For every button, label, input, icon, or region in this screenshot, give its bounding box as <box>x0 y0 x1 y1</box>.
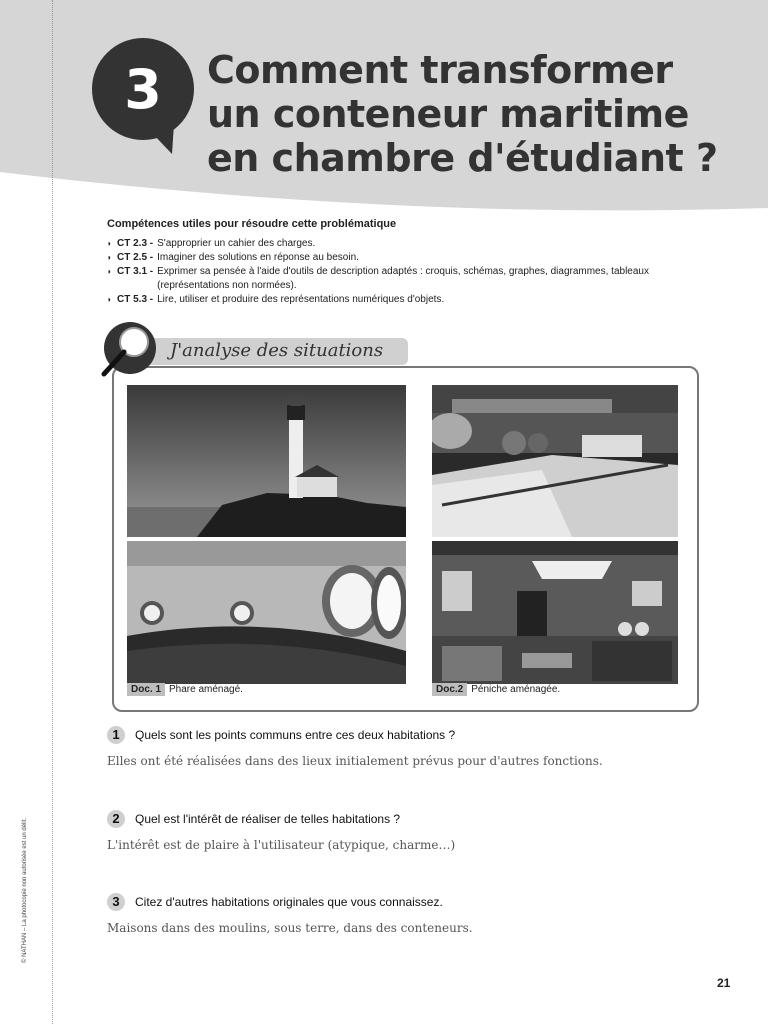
question-2: 2 Quel est l'intérêt de réaliser de telles habitations ? <box>107 810 400 828</box>
answer-1: Elles ont été réalisées dans des lieux initialement prévus pour d'autres fonctions. <box>107 754 603 768</box>
section-tab <box>130 338 408 365</box>
competence-item: ◗ CT 2.3 - S'approprier un cahier des charges. <box>107 238 316 249</box>
competences-list <box>107 237 667 307</box>
answer-3: Maisons dans des moulins, sous terre, dans des conteneurs. <box>107 921 473 935</box>
competence-item: ◗ CT 5.3 - Lire, utiliser et produire des représentations numériques d'objets. <box>107 294 445 305</box>
doc1-tag: Doc. 1 <box>127 683 165 696</box>
lighthouse-photo <box>127 385 406 537</box>
question-number: 3 <box>107 893 125 911</box>
houseboat-interior-photo <box>432 541 678 684</box>
question-number: 1 <box>107 726 125 744</box>
answer-2: L'intérêt est de plaire à l'utilisateur (atypique, charme…) <box>107 838 456 852</box>
page-title: Comment transformer un conteneur maritime en chambre d'étudiant ? <box>207 48 718 180</box>
question-number: 2 <box>107 810 125 828</box>
page-number: 21 <box>717 976 731 990</box>
competence-item: ◗ CT 3.1 - Exprimer sa pensée à l'aide d'outils de description adaptés : croquis, schémas, graphes, diagrammes, tableaux (représentations non normées). <box>107 266 649 291</box>
chapter-number: 3 <box>124 58 162 121</box>
houseboat-deck-photo <box>432 385 678 537</box>
doc1-caption: Doc. 1 Phare aménagé. <box>127 684 243 695</box>
copyright-note: © NATHAN – La photocopie non autorisée est un délit. <box>22 817 28 963</box>
bullet-icon: ◗ <box>107 239 112 248</box>
question-3: 3 Citez d'autres habitations originales que vous connaissez. <box>107 893 443 911</box>
bullet-icon: ◗ <box>107 295 112 304</box>
section-title: J'analyse des situations <box>170 340 384 361</box>
competence-item: ◗ CT 2.5 - Imaginer des solutions en réponse au besoin. <box>107 252 359 263</box>
bullet-icon: ◗ <box>107 253 112 262</box>
doc2-tag: Doc.2 <box>432 683 467 696</box>
doc2-caption: Doc.2 Péniche aménagée. <box>432 684 560 695</box>
chapter-number-badge <box>92 38 194 140</box>
competences-heading: Compétences utiles pour résoudre cette problématique <box>107 218 397 230</box>
question-1: 1 Quels sont les points communs entre ces deux habitations ? <box>107 726 455 744</box>
bullet-icon: ◗ <box>107 267 112 276</box>
magnifier-icon <box>96 322 162 382</box>
lighthouse-interior-photo <box>127 541 406 684</box>
margin-line <box>52 0 53 1024</box>
